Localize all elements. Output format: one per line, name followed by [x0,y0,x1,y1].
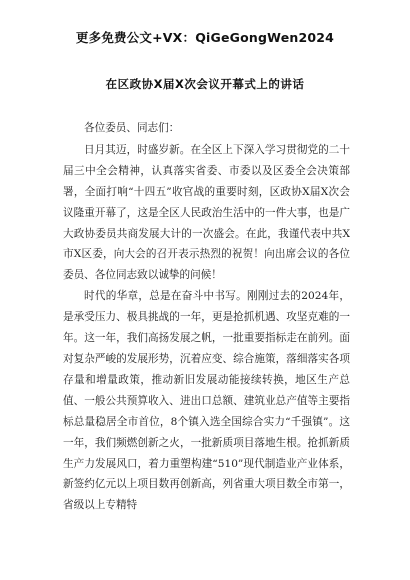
paragraph-opening: 日月其迈，时盛岁新。在全区上下深入学习贯彻党的二十届三中全会精神，认真落实省委、市委以及区委全会决策部署，全面打响“十四五”收官战的重要时刻，区政协X届X次会议隆重开幕了，这是全区人民政治生活中的一件大事，也是广大政协委员共商发展大计的一次盛会。在此，我谨代表中共X市X区委，向大会的召开表示热烈的祝贺！向出席会议的各位委员、各位同志致以诚挚的问候！ [63,143,350,282]
header-watermark-text: 更多免费公文+VX：QiGeGongWen2024 [75,30,335,45]
document-title: 在区政协X届X次会议开幕式上的讲话 [105,77,305,91]
salutation: 各位委员、同志们： [84,122,180,134]
paragraph-review-2024: 时代的华章，总是在奋斗中书写。刚刚过去的2024年，是承受压力、极具挑战的一年，更是抢抓机遇、攻坚克难的一年。这一年，我们高扬发展之帆，一批重要指标走在前列。面对复杂严峻的发展形势，沉着应变、综合施策，落细落实各项存量和增量政策，推动新旧发展动能接续转换，地区生产总值、一般公共预算收入、进出口总额、建筑业总产值等主要指标总量稳居全市首位，8个镇入选全国综合实力“千强镇”。这一年，我们频燃创新之火，一批新质项目落地生根。抢抓新质生产力发展风口，着力重塑构建“510”现代制造业产业体系，新签约亿元以上项目数再创新高，列省重大项目数全市第一，省级以上专精特 [63,290,350,512]
document-body [63,118,350,516]
